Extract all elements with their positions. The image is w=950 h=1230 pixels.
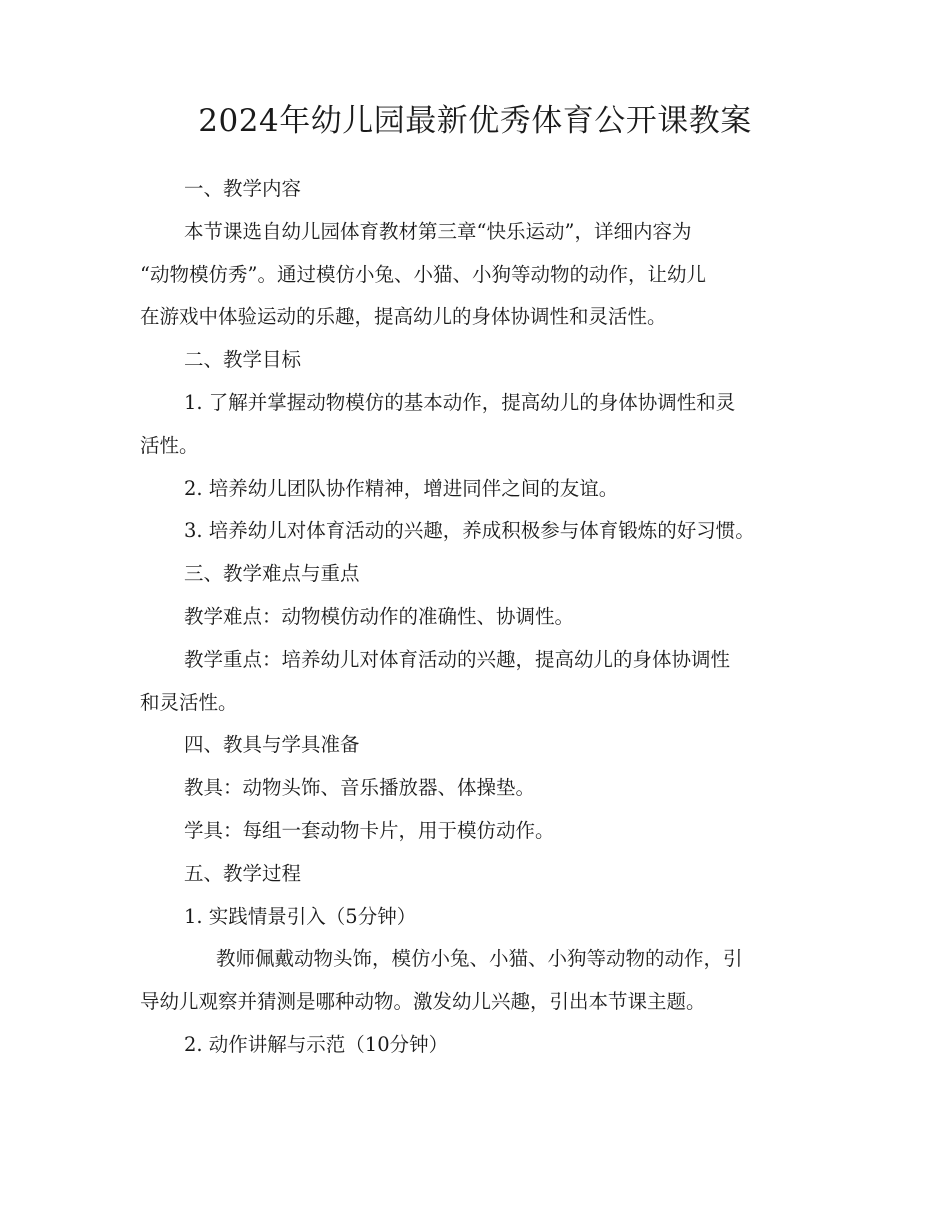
section-heading-process: 五、教学过程	[184, 861, 302, 885]
process-step-2: 2. 动作讲解与示范（10分钟）	[184, 1032, 449, 1056]
difficulty-line: 教学难点：动物模仿动作的准确性、协调性。	[184, 604, 575, 628]
objective-item-1-continued: 活性。	[140, 433, 199, 457]
student-materials-line: 学具：每组一套动物卡片，用于模仿动作。	[184, 818, 555, 842]
section-heading-objectives: 二、教学目标	[184, 348, 302, 372]
process-step-1-detail-continued: 导幼儿观察并猜测是哪种动物。激发幼儿兴趣，引出本节课主题。	[140, 990, 706, 1014]
section-heading-content: 一、教学内容	[184, 177, 302, 200]
document-body	[140, 168, 820, 1067]
teacher-materials-line: 教具：动物头饰、音乐播放器、体操垫。	[184, 776, 536, 800]
process-step-1-detail: 教师佩戴动物头饰，模仿小兔、小猫、小狗等动物的动作，引	[216, 947, 743, 971]
process-step-1: 1. 实践情景引入（5分钟）	[184, 904, 417, 928]
paragraph-line: 在游戏中体验运动的乐趣，提高幼儿的身体协调性和灵活性。	[140, 305, 667, 329]
section-heading-materials: 四、教具与学具准备	[184, 733, 360, 757]
key-point-line: 教学重点：培养幼儿对体育活动的兴趣，提高幼儿的身体协调性	[184, 647, 731, 671]
section-heading-difficulties: 三、教学难点与重点	[184, 562, 360, 586]
objective-item-2: 2. 培养幼儿团队协作精神，增进同伴之间的友谊。	[184, 476, 619, 500]
key-point-line-continued: 和灵活性。	[140, 690, 238, 714]
document-title: 2024年幼儿园最新优秀体育公开课教案	[198, 103, 752, 139]
paragraph-line: 本节课选自幼儿园体育教材第三章“快乐运动”，详细内容为	[184, 219, 692, 243]
objective-item-1: 1. 了解并掌握动物模仿的基本动作，提高幼儿的身体协调性和灵	[184, 390, 736, 414]
objective-item-3: 3. 培养幼儿对体育活动的兴趣，养成积极参与体育锻炼的好习惯。	[184, 519, 755, 543]
paragraph-line: “动物模仿秀”。通过模仿小兔、小猫、小狗等动物的动作，让幼儿	[140, 262, 706, 286]
